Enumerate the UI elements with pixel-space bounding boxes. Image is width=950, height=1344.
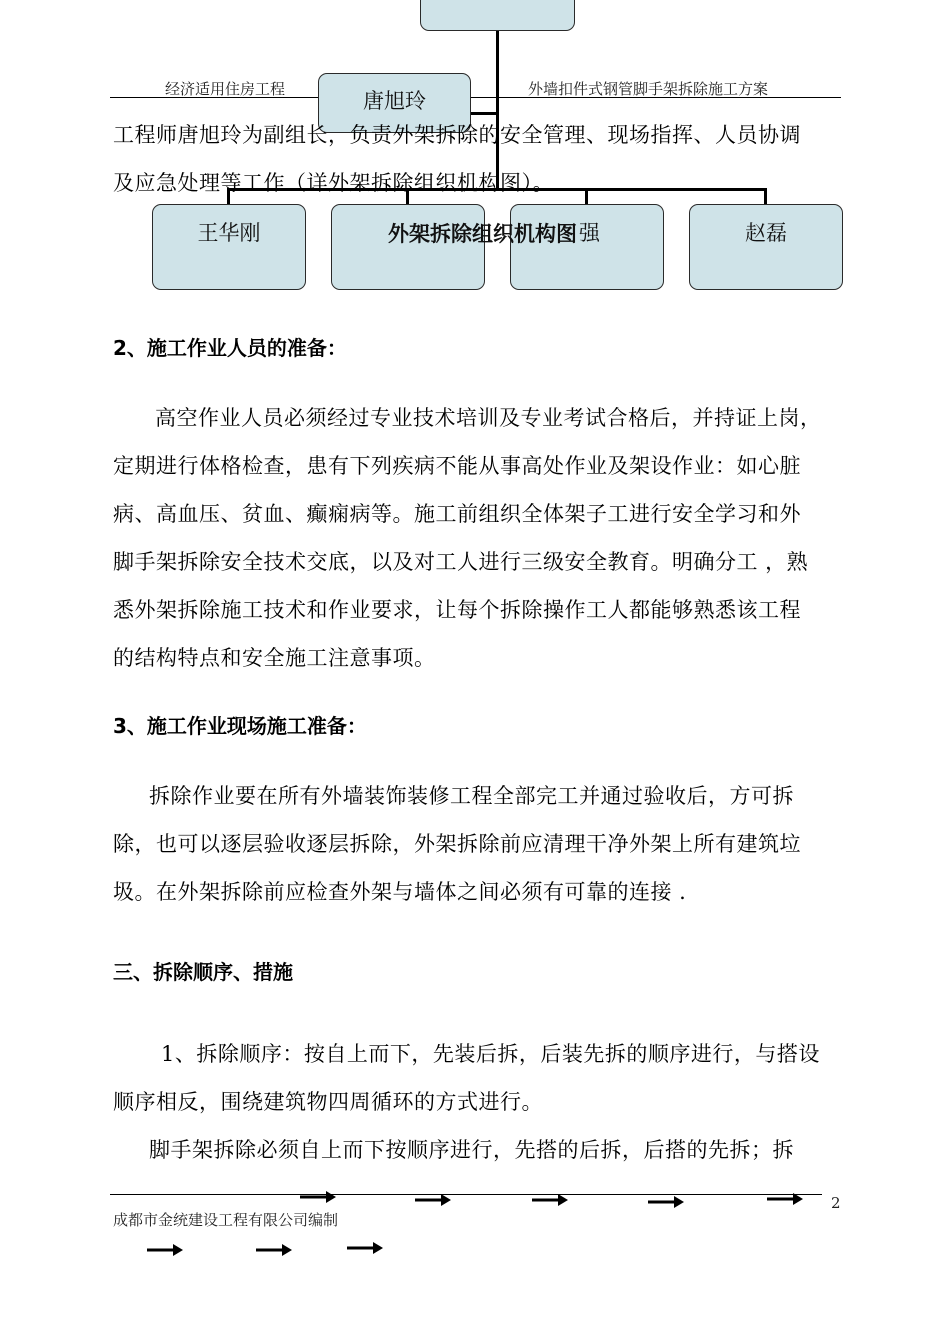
section-three-heading: 三、拆除顺序、措施 bbox=[113, 960, 293, 984]
section-2-line-2: 定期进行体格检查，患有下列疾病不能从事高处作业及架设作业：如心脏 bbox=[113, 454, 801, 478]
intro-line-1: 工程师唐旭玲为副组长，负责外架拆除的安全管理、现场指挥、人员协调 bbox=[113, 123, 801, 147]
section-3-line-2: 除，也可以逐层验收逐层拆除，外架拆除前应清理干净外架上所有建筑垃 bbox=[113, 832, 801, 856]
section-2-heading: 2、施工作业人员的准备： bbox=[113, 336, 347, 360]
footer-company: 成都市金统建设工程有限公司编制 bbox=[113, 1211, 339, 1229]
arrow-right-icon bbox=[347, 1242, 383, 1254]
section-three-line-3: 脚手架拆除必须自上而下按顺序进行，先搭的后拆，后搭的先拆；拆 bbox=[149, 1138, 794, 1162]
section-2-line-4: 脚手架拆除安全技术交底，以及对工人进行三级安全教育。明确分工 ，熟 bbox=[113, 550, 809, 574]
org-chart-member-box-1 bbox=[152, 204, 306, 290]
section-three-line-1: 1、拆除顺序：按自上而下，先装后拆，后装先拆的顺序进行，与搭设 bbox=[161, 1042, 820, 1066]
arrow-right-icon bbox=[256, 1244, 292, 1256]
arrow-right-icon bbox=[648, 1196, 684, 1208]
org-chart-member-4: 赵磊 bbox=[745, 221, 787, 245]
org-chart-member-box-4 bbox=[689, 204, 843, 290]
section-2-body bbox=[113, 394, 843, 682]
section-3-body bbox=[113, 772, 843, 916]
header-right: 外墙扣件式钢管脚手架拆除施工方案 bbox=[528, 80, 769, 98]
org-chart-deputy-name: 唐旭玲 bbox=[363, 89, 426, 113]
org-chart-top-box bbox=[420, 0, 575, 31]
arrow-right-icon bbox=[532, 1194, 568, 1206]
header-left: 经济适用住房工程 bbox=[165, 80, 286, 98]
section-2-line-3: 病、高血压、贫血、癫痫病等。施工前组织全体架子工进行安全学习和外 bbox=[113, 502, 801, 526]
header-rule bbox=[110, 97, 841, 98]
page-number: 2 bbox=[831, 1194, 841, 1212]
arrow-right-icon bbox=[300, 1191, 336, 1203]
arrow-right-icon bbox=[767, 1193, 803, 1205]
footer-rule bbox=[110, 1194, 822, 1195]
section-3-line-3: 圾。在外架拆除前应检查外架与墙体之间必须有可靠的连接 . bbox=[113, 880, 687, 904]
arrow-right-icon bbox=[415, 1194, 451, 1206]
section-2-line-5: 悉外架拆除施工技术和作业要求，让每个拆除操作工人都能够熟悉该工程 bbox=[113, 598, 801, 622]
section-three-line-2: 顺序相反，围绕建筑物四周循环的方式进行。 bbox=[113, 1090, 543, 1114]
section-3-line-1: 拆除作业要在所有外墙装饰装修工程全部完工并通过验收后，方可拆 bbox=[149, 784, 794, 808]
org-chart-title: 外架拆除组织机构图 bbox=[388, 222, 577, 246]
section-3-heading: 3、施工作业现场施工准备： bbox=[113, 714, 367, 738]
intro-line-2: 及应急处理等工作（详外架拆除组织机构图）。 bbox=[113, 171, 554, 195]
section-2-line-6: 的结构特点和安全施工注意事项。 bbox=[113, 646, 436, 670]
arrow-right-icon bbox=[147, 1244, 183, 1256]
section-2-line-1: 高空作业人员必须经过专业技术培训及专业考试合格后，并持证上岗， bbox=[155, 406, 822, 430]
section-three-body bbox=[113, 1030, 843, 1174]
intro-paragraph bbox=[113, 111, 843, 207]
org-chart-member-1: 王华刚 bbox=[197, 221, 261, 245]
org-chart-member-3: 强 bbox=[579, 221, 600, 245]
